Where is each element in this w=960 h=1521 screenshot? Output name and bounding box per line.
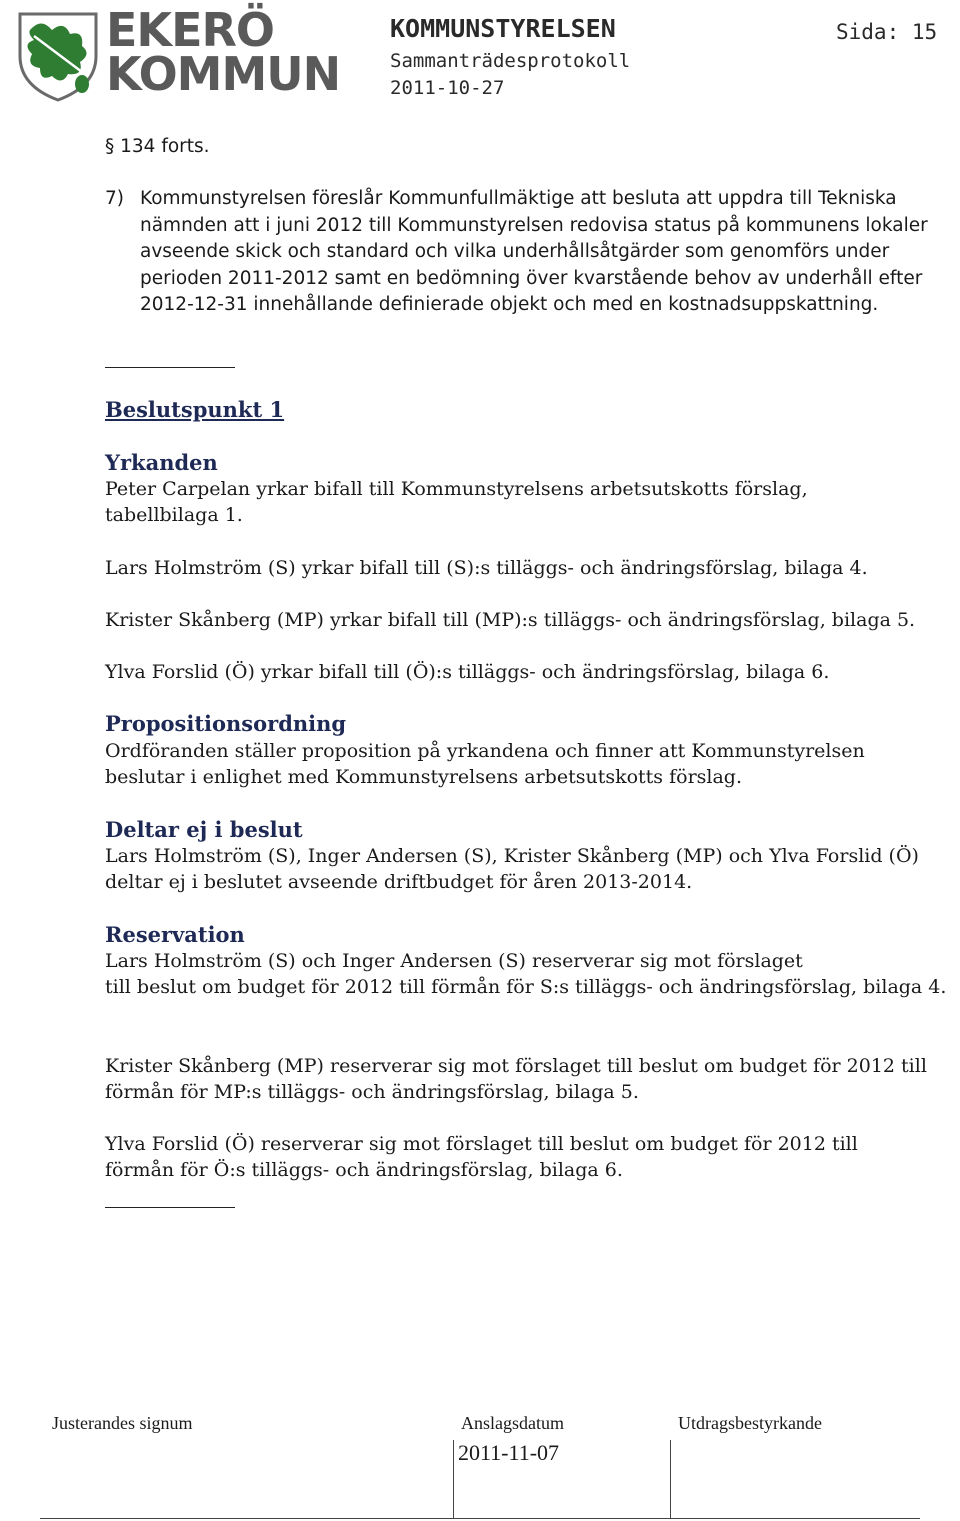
footer-divider-2 [670,1440,671,1518]
yrkanden-heading: Yrkanden [105,450,218,475]
reservation-heading: Reservation [105,922,245,947]
item-7 [105,186,960,346]
yrkande-4: Ylva Forslid (Ö) yrkar bifall till (Ö):s tilläggs- och ändringsförslag, bilaga 6. [105,661,830,683]
document-subtitle: Sammanträdesprotokoll [390,50,631,72]
beslutspunkt-heading: Beslutspunkt 1 [105,397,285,422]
document-date: 2011-10-27 [390,77,505,99]
divider-bottom [105,1207,235,1208]
footer-date: 2011-11-07 [458,1440,560,1465]
page-number: Sida: 15 [836,20,938,44]
yrkande-2: Lars Holmström (S) yrkar bifall till (S):s tilläggs- och ändringsförslag, bilaga 4. [105,557,868,579]
oak-leaf-icon [12,6,104,102]
yrkande-1: Peter Carpelan yrkar bifall till Kommunstyrelsens arbetsutskotts förslag, tabellbilaga 1. [105,478,808,526]
document-title: KOMMUNSTYRELSEN [390,14,616,43]
footer-utdrag: Utdragsbestyrkande [678,1413,822,1433]
reservation-1-line-1: Lars Holmström (S) och Inger Andersen (S) reserverar sig mot förslaget [105,950,803,972]
ekero-logo [12,3,341,102]
item-number: 7) [105,188,124,209]
footer-anslagsdatum: Anslagsdatum [461,1413,564,1433]
deltar-ej-heading: Deltar ej i beslut [105,817,303,842]
propositionsordning-heading: Propositionsordning [105,711,347,736]
footer-divider-1 [453,1440,454,1518]
logo-line-2: KOMMUN [106,47,341,101]
logo-line-1: EKERÖ [106,3,275,57]
reservation-1-line-2: till beslut om budget för 2012 till förmån för S:s tilläggs- och ändringsförslag, bilaga 4. [105,976,947,998]
reservation-3: Ylva Forslid (Ö) reserverar sig mot förslaget till beslut om budget för 2012 till förmån för Ö:s tilläggs- och ändringsförslag, bilaga 6. [105,1133,858,1181]
reservation-2: Krister Skånberg (MP) reserverar sig mot förslaget till beslut om budget för 2012 till förmån för MP:s tilläggs- och ändringsförslag, bilaga 5. [105,1055,927,1103]
footer-baseline [40,1518,920,1519]
divider [105,367,235,368]
logo-wordmark [106,3,341,101]
yrkande-3: Krister Skånberg (MP) yrkar bifall till (MP):s tilläggs- och ändringsförslag, bilaga 5. [105,609,916,631]
footer-justerandes: Justerandes signum [52,1413,193,1433]
item-text: Kommunstyrelsen föreslår Kommunfullmäktige att besluta att uppdra till Tekniska nämnden att i juni 2012 till Kommunstyrelsen redovisa status på kommunens lokaler avseende skick och standard och vilka underhållsåtgärder som genomförs under perioden 2011-2012 samt en bedömning över kvarstående behov av underhåll efter 2012-12-31 innehållande definierade objekt och med en kostnadsuppskattning. [140,188,928,315]
section-marker: § 134 forts. [105,136,210,157]
deltar-ej-text: Lars Holmström (S), Inger Andersen (S), Krister Skånberg (MP) och Ylva Forslid (Ö) deltar ej i beslutet avseende driftbudget för åren 2013-2014. [105,845,919,893]
propositionsordning-text: Ordföranden ställer proposition på yrkandena och finner att Kommunstyrelsen beslutar i enlighet med Kommunstyrelsens arbetsutskotts förslag. [105,740,865,788]
